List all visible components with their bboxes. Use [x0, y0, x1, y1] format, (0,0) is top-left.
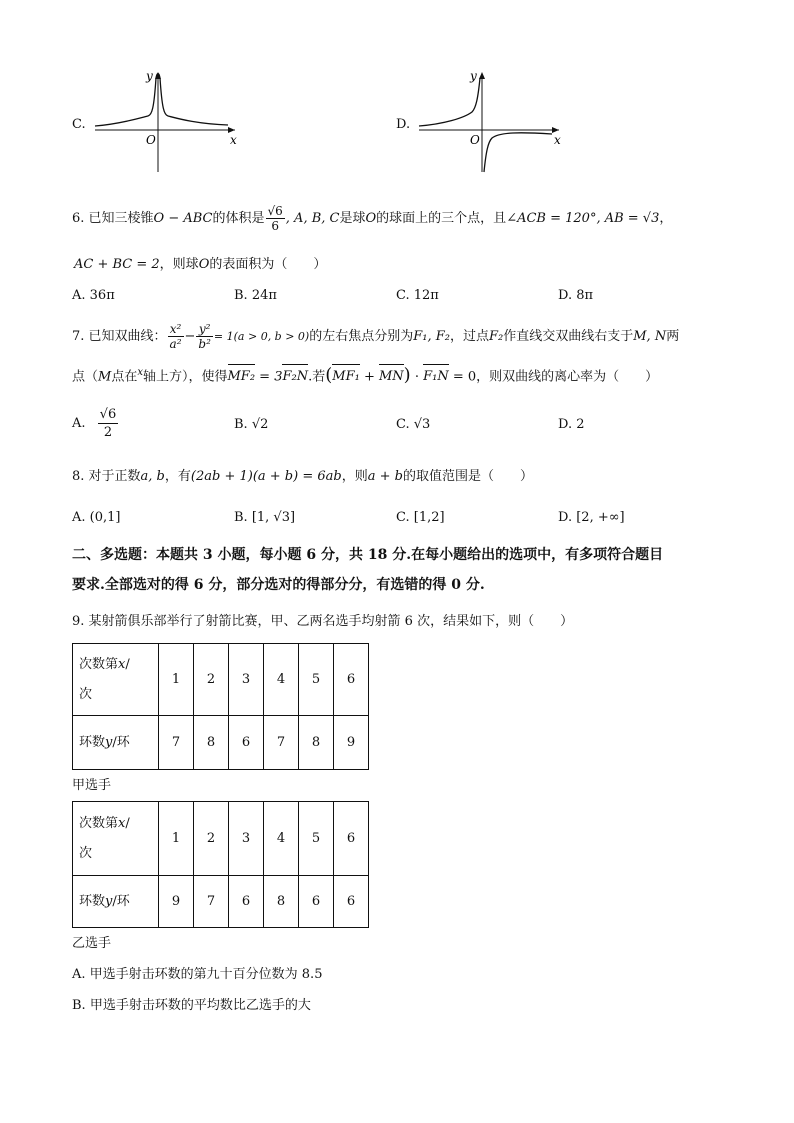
- table-jia-row-rings: [73, 716, 369, 770]
- table-cell: 5: [299, 644, 334, 716]
- q9-option-b: B. 甲选手射击环数的平均数比乙选手的大: [72, 998, 311, 1013]
- vector-mf1: MF₁: [332, 369, 360, 385]
- q7-option-d: D. 2: [558, 417, 585, 432]
- table-cell: 8: [299, 716, 334, 770]
- q6-line1: 6. 已知三棱锥O − ABC的体积是 $\frac{√6}{6}$ , A, B, C是球O的球面上的三个点，且∠ACB = 120°, AB = √3，: [72, 204, 673, 233]
- graph-d-origin: O: [470, 133, 480, 147]
- table-cell: 6: [229, 716, 264, 770]
- graph-d-y-arrow: [479, 72, 485, 79]
- option-c-label: C.: [72, 117, 86, 132]
- table-cell: 5: [299, 802, 334, 876]
- graph-d-x-label: x: [554, 133, 561, 147]
- q7-fraction-y: $\frac{\text{y²}}{\text{b²}}$: [198, 322, 211, 351]
- graph-c-curve: [95, 74, 228, 127]
- q8-option-c: C. [1,2]: [396, 510, 445, 525]
- table-jia-caption: 甲选手: [72, 778, 112, 793]
- table-cell: 4: [264, 644, 299, 716]
- q6-option-b: B. 24π: [234, 288, 277, 303]
- graph-d: [396, 68, 566, 178]
- table-yi-row-shots: [73, 802, 369, 876]
- q7-fraction-x: $\frac{\text{x²}}{\text{a²}}$: [169, 322, 182, 351]
- q6-line2: AC + BC = 2，则球O的表面积为（ ）: [74, 257, 327, 272]
- q7-option-a-fraction: $\frac{√6}{2}$: [99, 407, 117, 440]
- q6-volume-fraction: $\frac{√6}{6}$: [267, 204, 283, 233]
- table-cell: 4: [264, 802, 299, 876]
- section-heading: 二、多选题：本题共 3 小题，每小题 6 分，共 18 分.在每小题给出的选项中，有多项符合题目 要求.全部选对的得 6 分，部分选对的得部分分，有选错的得 0 分.: [72, 547, 664, 593]
- graph-d-curve-right: [484, 133, 552, 172]
- table-cell: 7: [194, 876, 229, 928]
- table-cell: 2: [194, 644, 229, 716]
- table-yi-shots-header: 次数第x/ 次: [73, 802, 159, 876]
- table-jia-shots-header: 次数第x/ 次: [73, 644, 159, 716]
- table-cell: 8: [264, 876, 299, 928]
- q7-option-a: A. $\frac{√6}{2}$: [72, 407, 117, 440]
- graph-c-origin: O: [146, 133, 156, 147]
- q8-option-a: A. (0,1]: [72, 510, 121, 525]
- q8-line: 8. 对于正数a, b，有(2ab + 1)(a + b) = 6ab，则a + b的取值范围是（ ）: [72, 469, 533, 484]
- table-cell: 1: [159, 802, 194, 876]
- table-cell: 7: [264, 716, 299, 770]
- table-jia: [72, 643, 369, 770]
- graph-c-x-label: x: [230, 133, 237, 147]
- table-cell: 6: [334, 876, 369, 928]
- table-yi-caption: 乙选手: [72, 936, 112, 951]
- q8-option-b: B. [1, √3]: [234, 510, 296, 525]
- table-yi: [72, 801, 369, 928]
- vector-f1n: F₁N: [423, 369, 449, 385]
- graph-d-y-label: y: [470, 69, 477, 83]
- table-yi-row-rings: [73, 876, 369, 928]
- q7-option-b: B. √2: [234, 417, 269, 432]
- q7-line1: 7. 已知双曲线： $\frac{\text{x²}}{\text{a²}}$ − $\frac{\text{y²}}{\text{b²}}$ = 1(a > 0, b > 0)的左右焦点分别为F₁, F₂，过点F₂作直线交双曲线右支于M, N两: [72, 322, 680, 351]
- table-cell: 3: [229, 644, 264, 716]
- table-cell: 6: [299, 876, 334, 928]
- q6-option-d: D. 8π: [558, 288, 594, 303]
- table-cell: 7: [159, 716, 194, 770]
- q6-option-c: C. 12π: [396, 288, 439, 303]
- table-cell: 3: [229, 802, 264, 876]
- vector-mn: MN: [378, 369, 404, 385]
- table-cell: 9: [334, 716, 369, 770]
- table-cell: 8: [194, 716, 229, 770]
- table-cell: 2: [194, 802, 229, 876]
- q7-line2: 点（M点在$^x$轴上方），使得MF₂ = 3F₂N.若(MF₁ + MN) · F₁N = 0，则双曲线的离心率为（ ）: [72, 364, 659, 386]
- graph-c-y-label: y: [146, 69, 153, 83]
- table-cell: 9: [159, 876, 194, 928]
- q9-stem: 9. 某射箭俱乐部举行了射箭比赛，甲、乙两名选手均射箭 6 次，结果如下，则（ ）: [72, 614, 574, 629]
- table-jia-rings-header: 环数y/环: [73, 716, 159, 770]
- vector-f2n: F₂N: [282, 369, 309, 385]
- table-cell: 6: [229, 876, 264, 928]
- graph-c-plot: [90, 68, 240, 178]
- q6-option-a: A. 36π: [72, 288, 115, 303]
- q9-option-a: A. 甲选手射击环数的第九十百分位数为 8.5: [72, 967, 323, 982]
- table-jia-row-shots: [73, 644, 369, 716]
- table-cell: 1: [159, 644, 194, 716]
- vector-mf2: MF₂: [227, 369, 256, 385]
- table-cell: 6: [334, 802, 369, 876]
- table-cell: 6: [334, 644, 369, 716]
- q7-option-c: C. √3: [396, 417, 431, 432]
- graph-d-curve-left: [419, 78, 480, 126]
- option-d-label: D.: [396, 117, 411, 132]
- graph-c: [72, 68, 242, 178]
- graph-d-plot: [414, 68, 564, 178]
- q8-option-d: D. [2, +∞]: [558, 510, 625, 525]
- table-yi-rings-header: 环数y/环: [73, 876, 159, 928]
